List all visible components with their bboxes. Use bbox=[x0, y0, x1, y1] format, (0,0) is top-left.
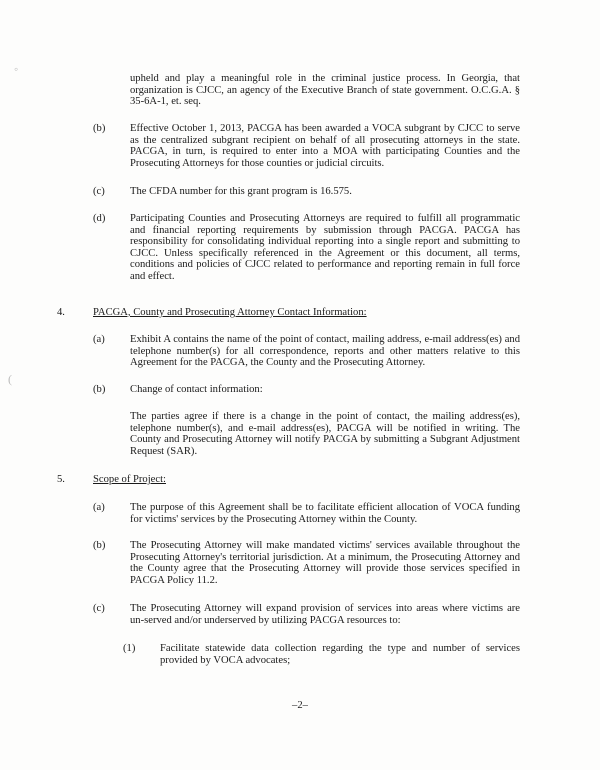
section-5-item-a-text: The purpose of this Agreement shall be to facilitate efficient allocation of VOCA funding for victims' services by the Prosecuting Attorney within the County. bbox=[130, 502, 520, 525]
section-4-item-b-text: Change of contact information: bbox=[130, 384, 263, 395]
intro-paragraph: upheld and play a meaningful role in the criminal justice process. In Georgia, that organization is CJCC, an agency of the Executive Branch of state government. O.C.G.A. § 35-6A-1, et. seq. bbox=[130, 73, 520, 108]
section-5-item-c-label: (c) bbox=[93, 603, 105, 614]
section-5-sub-1-text: Facilitate statewide data collection regarding the type and number of services provided by VOCA advocates; bbox=[160, 643, 520, 666]
item-b-text: Effective October 1, 2013, PACGA has been awarded a VOCA subgrant by CJCC to serve as the centralized subgrant recipient on behalf of all prosecuting attorneys in the state. PACGA, in turn, is required to enter into a MOA with participating Counties and the Prosecuting Attorneys for those counties or judicial circuits. bbox=[130, 123, 520, 169]
scan-mark-top: ◦ bbox=[14, 62, 19, 76]
section-4-contact-paragraph: The parties agree if there is a change in the point of contact, the mailing address(es), telephone number(s), and e-mail address(es), PACGA will be notified in writing. The County and Prosecuting Attorney will notify PACGA by submitting a Subgrant Adjustment Request (SAR). bbox=[130, 411, 520, 457]
scan-mark-middle: ( bbox=[8, 372, 12, 386]
section-5-item-b-label: (b) bbox=[93, 540, 106, 551]
page-number: –2– bbox=[292, 700, 308, 711]
section-5-item-a-label: (a) bbox=[93, 502, 105, 513]
section-4-item-a-label: (a) bbox=[93, 334, 105, 345]
item-b-label: (b) bbox=[93, 123, 106, 134]
section-4-title: PACGA, County and Prosecuting Attorney Contact Information: bbox=[93, 307, 367, 318]
item-c-label: (c) bbox=[93, 186, 105, 197]
item-d-label: (d) bbox=[93, 213, 106, 224]
section-5-sub-1-label: (1) bbox=[123, 643, 136, 654]
section-4-number: 4. bbox=[57, 307, 65, 318]
item-c-text: The CFDA number for this grant program is 16.575. bbox=[130, 186, 352, 197]
section-4-item-a-text: Exhibit A contains the name of the point of contact, mailing address, e-mail address(es) and telephone number(s) for all correspondence, reports and other matters relative to this Agreement for the PACGA, the County and the Prosecuting Attorney. bbox=[130, 334, 520, 369]
section-4-item-b-label: (b) bbox=[93, 384, 106, 395]
item-d-text: Participating Counties and Prosecuting Attorneys are required to fulfill all programmatic and financial reporting requirements by submission through PACGA. PACGA has responsibility for consolidating individual reporting into a single report and submitting to CJCC. Unless specifically referenced in the Agreement or this document, all terms, conditions and policies of CJCC related to performance and reporting remain in full force and effect. bbox=[130, 213, 520, 282]
section-5-title: Scope of Project: bbox=[93, 474, 166, 485]
section-5-item-c-text: The Prosecuting Attorney will expand provision of services into areas where victims are un-served and/or underserved by utilizing PACGA resources to: bbox=[130, 603, 520, 626]
section-5-item-b-text: The Prosecuting Attorney will make mandated victims' services available throughout the Prosecuting Attorney's territorial jurisdiction. At a minimum, the Prosecuting Attorney and the County agree that the Prosecuting Attorney will provide those services specified in PACGA Policy 11.2. bbox=[130, 540, 520, 586]
section-5-number: 5. bbox=[57, 474, 65, 485]
